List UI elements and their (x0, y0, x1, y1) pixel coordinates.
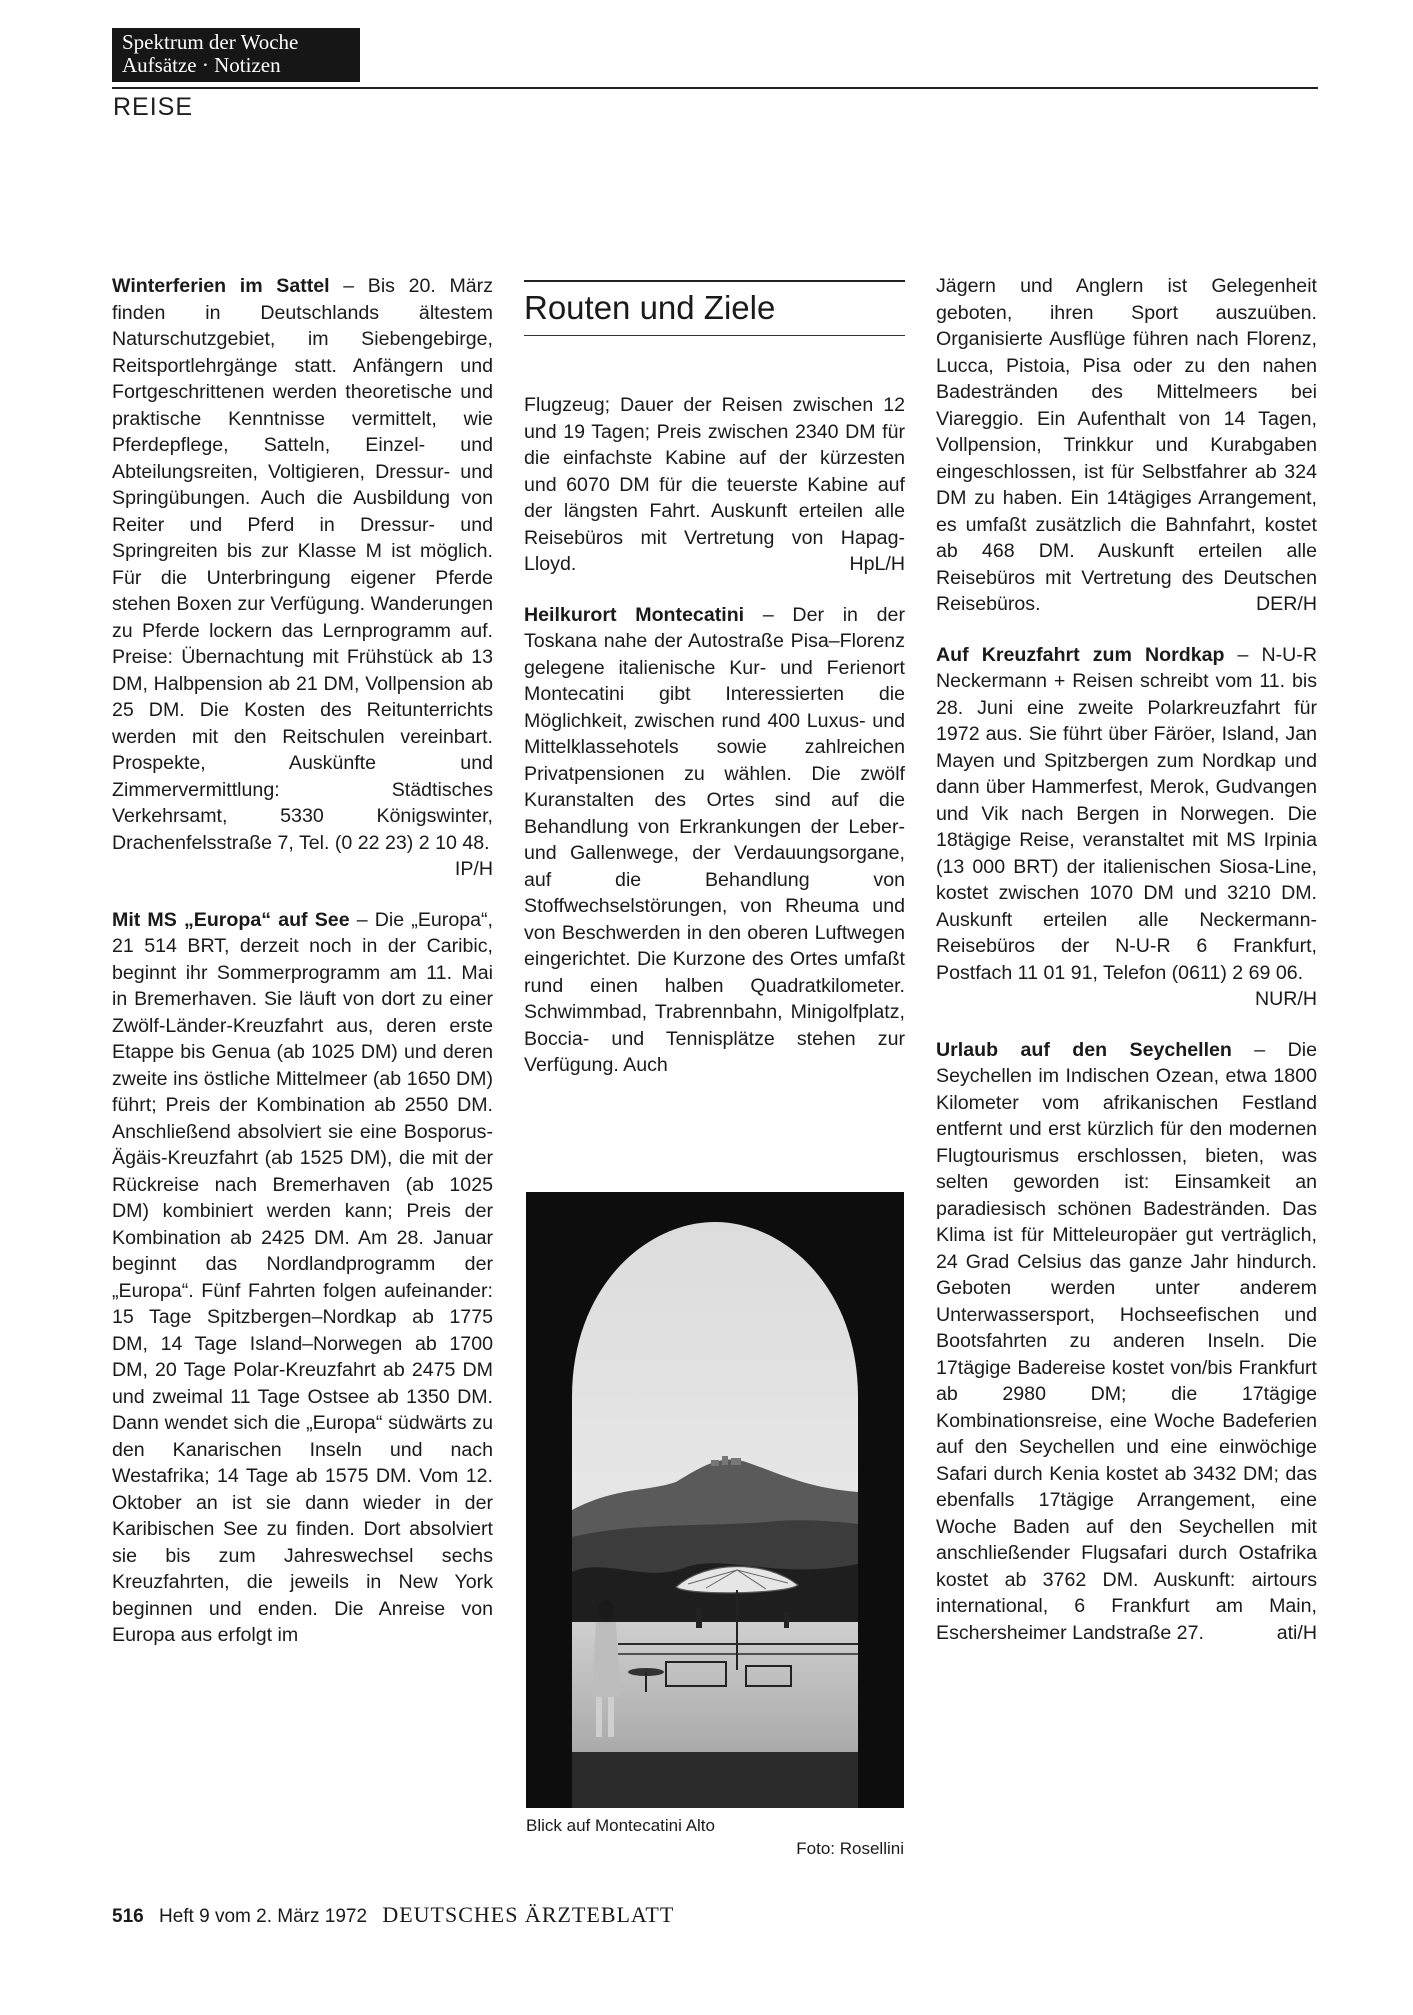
section-label-line2: Aufsätze · Notizen (122, 53, 281, 77)
page-number: 516 (112, 1906, 144, 1927)
article-body: – Die „Europa“, 21 514 BRT, derzeit noch in der Caribic, beginnt ihr Sommerprogramm am 11. Mai in Bremerhaven. Sie läuft von dort zu einer Zwölf-Länder-Kreuzfahrt aus, deren erste Etappe bis Genua (ab 1025 DM) und deren zweite ins östliche Mittelmeer (ab 1650 DM) führt; Preis der Kombination ab 2550 DM. Anschließend absolviert sie eine Bosporus-Ägäis-Kreuzfahrt (ab 1525 DM), die mit der Rückreise nach Bremerhaven (ab 1025 DM) kombiniert werden kann; Preis der Kombination ab 2425 DM. Am 28. Januar beginnt das Nordlandprogramm der „Europa“. Fünf Fahrten folgen aufeinander: 15 Tage Spitzbergen–Nordkap ab 1775 DM, 14 Tage Island–Norwegen ab 1700 DM, 20 Tage Polar-Kreuzfahrt ab 2475 DM und zweimal 11 Tage Ostsee ab 1350 DM. Dann wendet sich die „Europa“ südwärts zu den Kanarischen Inseln und nach Westafrika; 14 Tage ab 1575 DM. Vom 12. Oktober an ist sie dann wieder in der Karibischen See zu finden. Dort absolviert sie bis zum Jahreswechsel sechs Kreuzfahrten, die jeweils in New York beginnen und enden. Die Anreise von Europa aus erfolgt im (112, 908, 493, 1646)
article-seychellen (936, 1037, 1317, 1647)
article-montecatini (524, 602, 905, 1079)
montecatini-photo (526, 1192, 904, 1808)
header-rule (112, 87, 1318, 89)
page-footer (112, 1902, 674, 1928)
article-body: – Bis 20. März finden in Deutschlands ältestem Naturschutzgebiet, im Siebengebirge, Reitsportlehrgänge statt. Anfängern und Fortgeschrittenen werden theoretische und praktische Kenntnisse vermittelt, wie Pferdepflege, Satteln, Einzel- und Abteilungsreiten, Voltigieren, Dressur- und Springübungen. Auch die Ausbildung von Reiter und Pferd in Dressur- und Springreiten bis zur Klasse M ist möglich. Für die Unterbringung eigener Pferde stehen Boxen zur Verfügung. Wanderungen zu Pferde lockern das Lernprogramm auf. Preise: Übernachtung mit Frühstück ab 13 DM, Halbpension ab 21 DM, Vollpension ab 25 DM. Die Kosten des Reitunterrichts werden mit den Reitschulen vereinbart. Prospekte, Auskünfte und Zimmervermittlung: Städtisches Verkehrsamt, 5330 Königswinter, Drachenfelsstraße 7, Tel. (0 22 23) 2 10 48. (112, 275, 493, 854)
article-body: – Der in der Toskana nahe der Autostraße Pisa–Florenz gelegene italienische Kur- und Ferienort Montecatini gibt Interessierten die Möglichkeit, zwischen rund 400 Luxus- und Mittelklassehotels sowie zahlreichen Privatpensionen zu wählen. Die zwölf Kuranstalten des Ortes sind auf die Behandlung von Erkrankungen der Leber- und Gallenwege, der Verdauungsorgane, auf die Behandlung von Stoffwechselstörungen, von Rheuma und von Beschwerden in den oberen Luftwegen eingerichtet. Die Kurzone des Ortes umfaßt rund einen halben Quadratkilometer. Schwimmbad, Trabrennbahn, Minigolfplatz, Boccia- und Tennisplätze stehen zur Verfügung. Auch (524, 603, 905, 1076)
article-body: Jägern und Anglern ist Gelegenheit geboten, ihren Sport auszuüben. Organisierte Ausflüge führen nach Florenz, Lucca, Pistoia, Pisa oder zu den nahen Badestränden des Mittelmeers bei Viareggio. Ein Aufenthalt von 14 Tagen, Vollpension, Trinkkur und Kurabgaben eingeschlossen, ist für Selbstfahrer ab 324 DM zu haben. Ein 14tägiges Arrangement, es umfaßt zusätzlich die Bahnfahrt, kostet ab 468 DM. Auskunft erteilen alle Reisebüros mit Vertretung des Deutschen Reisebüros. (936, 275, 1317, 615)
column-2 (524, 392, 905, 1103)
title-top-rule (524, 280, 905, 282)
article-signature: DER/H (1256, 593, 1317, 615)
rubric-label: REISE (113, 93, 194, 121)
column-3 (936, 273, 1317, 1670)
article-heading: Winterferien im Sattel (112, 275, 330, 297)
article-signature: ati/H (1276, 1621, 1317, 1644)
article-heading: Mit MS „Europa“ auf See (112, 908, 350, 931)
article-signature: NUR/H (1254, 988, 1317, 1010)
photo-caption: Blick auf Montecatini Alto (526, 1816, 715, 1835)
article-signature: IP/H (454, 858, 493, 880)
article-winterferien (112, 273, 493, 883)
journal-name: DEUTSCHES ÄRZTEBLATT (382, 1902, 675, 1927)
photo-caption-block (526, 1814, 904, 1860)
title-bottom-rule (524, 335, 905, 336)
article-heading: Heilkurort Montecatini (524, 603, 745, 626)
column-1 (112, 273, 493, 1673)
article-heading: Urlaub auf den Seychellen (936, 1038, 1232, 1061)
issue-info: Heft 9 vom 2. März 1972 (158, 1906, 368, 1927)
article-body: Flugzeug; Dauer der Reisen zwischen 12 und 19 Tagen; Preis zwischen 2340 DM für die einfachste Kabine auf der kürzesten und 6070 DM für die teuerste Kabine auf der längsten Fahrt. Auskunft erteilen alle Reisebüros mit Vertretung von Hapag-Lloyd. (524, 394, 905, 575)
section-label-box (112, 28, 360, 82)
article-montecatini-continued (936, 273, 1317, 618)
photo-credit: Foto: Rosellini (796, 1839, 904, 1858)
article-heading: Auf Kreuzfahrt zum Nordkap (936, 643, 1225, 666)
page-title: Routen und Ziele (524, 289, 776, 326)
article-signature: HpL/H (849, 553, 905, 575)
article-nordkap (936, 642, 1317, 1013)
article-body: – Die Seychellen im Indischen Ozean, etwa 1800 Kilometer vom afrikanischen Festland entfernt und erst kürzlich für den modernen Flugtourismus erschlossen, bieten, was selten geworden ist: Einsamkeit an paradiesisch schönen Badestränden. Das Klima ist für Mitteleuropäer gut verträglich, 24 Grad Celsius das ganze Jahr hindurch. Geboten werden unter anderem Unterwassersport, Hochseefischen und Bootsfahrten zu anderen Inseln. Die 17tägige Badereise kostet von/bis Frankfurt ab 2980 DM; die 17tägige Kombinationsreise, eine Woche Badeferien auf den Seychellen und eine einwöchige Safari durch Kenia kostet ab 3432 DM; das ebenfalls 17tägige Arrangement, eine Woche Baden auf den Seychellen mit anschließender Flugsafari durch Ostafrika kostet ab 3762 DM. Auskunft: airtours international, 6 Frankfurt am Main, Eschersheimer Landstraße 27. (936, 1038, 1318, 1644)
article-europa-continued (524, 392, 905, 578)
section-label-line1: Spektrum der Woche (122, 30, 299, 54)
article-europa (112, 907, 493, 1649)
article-body: – N-U-R Neckermann + Reisen schreibt vom 11. bis 28. Juni eine zweite Polarkreuzfahrt für 1972 aus. Sie führt über Färöer, Island, Jan Mayen und Spitzbergen zum Nordkap und dann über Hammerfest, Merok, Gudvangen und Vik nach Bergen in Norwegen. Die 18tägige Reise, veranstaltet mit MS Irpinia (13 000 BRT) der italienischen Siosa-Line, kostet zwischen 1070 DM und 3210 DM. Auskunft erteilen alle Neckermann-Reisebüros der N-U-R 6 Frankfurt, Postfach 11 01 91, Telefon (0611) 2 69 06. (936, 643, 1317, 984)
